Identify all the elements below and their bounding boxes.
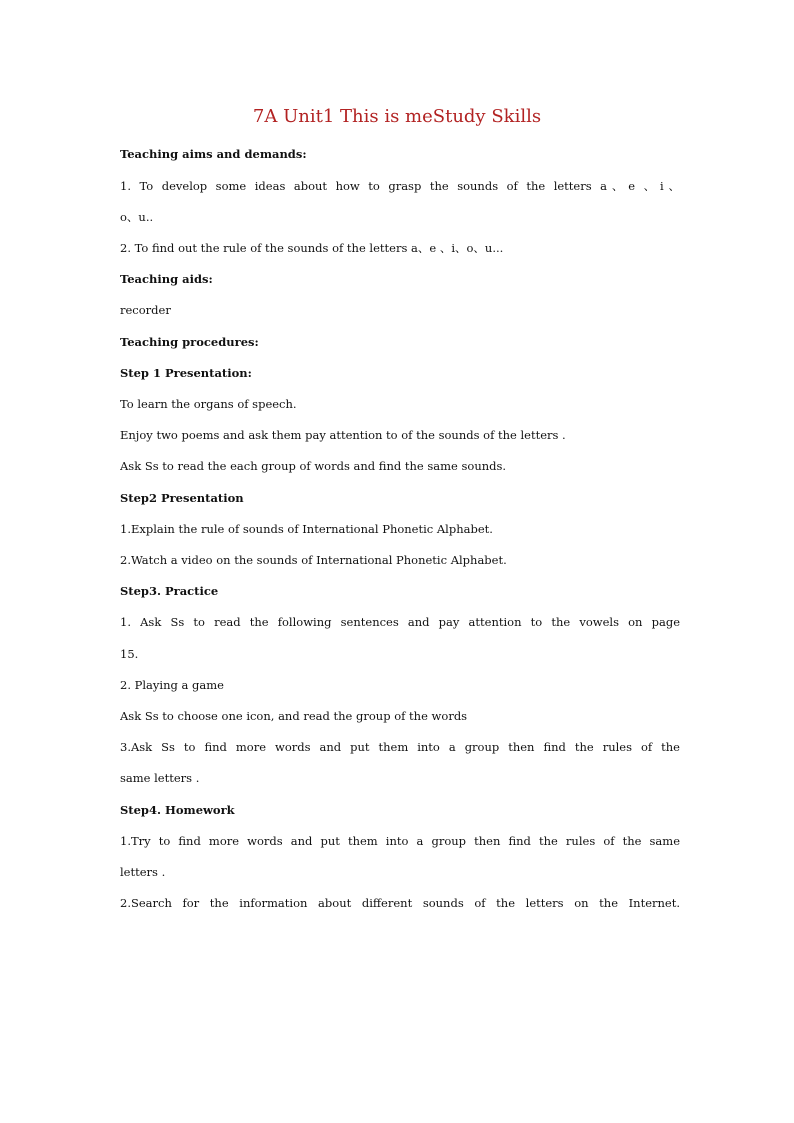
aim-item-1: 1. To develop some ideas about how to grasp the sounds of the letters a、e 、i、 — [120, 179, 680, 193]
step-1-line-1: To learn the organs of speech. — [120, 397, 297, 411]
step-4-line-2: 2.Search for the information about different sounds of the letters on the Internet. — [120, 896, 680, 910]
step-3-line-3: Ask Ss to choose one icon, and read the group of the words — [120, 709, 468, 723]
step-3-line-4-continued: same letters . — [120, 771, 200, 785]
heading-step-4: Step4. Homework — [120, 803, 235, 817]
step-4-line-1-continued: letters . — [120, 865, 166, 879]
aim-item-2: 2. To find out the rule of the sounds of the letters a、e 、i、o、u... — [120, 241, 504, 255]
document-title: 7A Unit1 This is meStudy Skills — [252, 106, 542, 127]
heading-step-3: Step3. Practice — [120, 584, 219, 598]
step-3-line-1-continued: 15. — [120, 647, 139, 661]
step-4-line-1: 1.Try to find more words and put them into a group then find the rules of the same — [120, 834, 680, 848]
step-2-line-1: 1.Explain the rule of sounds of International Phonetic Alphabet. — [120, 522, 493, 536]
heading-teaching-aims: Teaching aims and demands: — [120, 147, 307, 161]
heading-teaching-aids: Teaching aids: — [120, 272, 213, 286]
step-3-line-4: 3.Ask Ss to find more words and put them into a group then find the rules of the — [120, 740, 680, 754]
heading-step-2: Step2 Presentation — [120, 491, 244, 505]
step-3-line-1: 1. Ask Ss to read the following sentences and pay attention to the vowels on page — [120, 615, 680, 629]
step-1-line-3: Ask Ss to read the each group of words and find the same sounds. — [120, 459, 507, 473]
heading-step-1: Step 1 Presentation: — [120, 366, 252, 380]
step-3-line-2: 2. Playing a game — [120, 678, 224, 692]
aim-item-1-continued: o、u.. — [120, 210, 154, 224]
heading-teaching-procedures: Teaching procedures: — [120, 335, 259, 349]
aids-text: recorder — [120, 303, 171, 317]
step-1-line-2: Enjoy two poems and ask them pay attention to of the sounds of the letters . — [120, 428, 566, 442]
step-2-line-2: 2.Watch a video on the sounds of International Phonetic Alphabet. — [120, 553, 507, 567]
